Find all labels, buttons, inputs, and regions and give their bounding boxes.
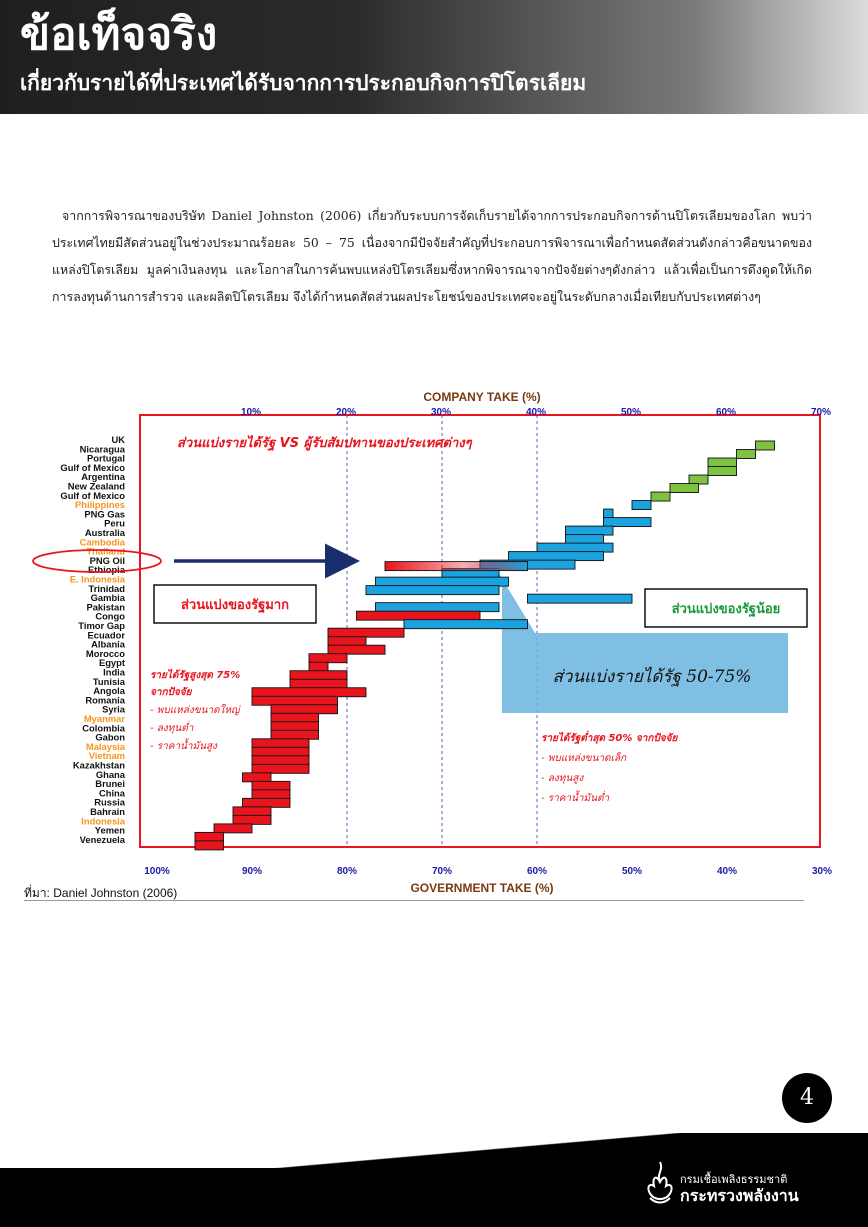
category-label: Philippines xyxy=(74,499,125,511)
category-label: Egypt xyxy=(98,657,125,669)
category-label: Congo xyxy=(95,610,125,622)
chart-frame xyxy=(140,415,820,847)
bar xyxy=(566,535,604,544)
chart-svg xyxy=(0,385,868,905)
box-less-state-label: ส่วนแบ่งของรัฐน้อย xyxy=(671,602,781,617)
bar xyxy=(689,475,708,484)
category-label: Venezuela xyxy=(79,833,125,845)
bar xyxy=(252,696,338,705)
chart-title: ส่วนแบ่งรายได้รัฐ VS ผู้รับสัมปทานของประเทศต่างๆ xyxy=(177,436,472,451)
category-label: Colombia xyxy=(82,722,125,734)
bar xyxy=(708,467,737,476)
category-label: E. Indonesia xyxy=(69,573,125,585)
source-divider xyxy=(24,900,804,901)
bar xyxy=(537,543,613,552)
category-label: Thailand xyxy=(86,545,125,557)
bar xyxy=(357,611,481,620)
bottom-tick-label: 80% xyxy=(336,866,358,877)
note-low-title: รายได้รัฐต่ำสุด 50% จากปัจจัย xyxy=(541,733,678,744)
category-label: Peru xyxy=(104,517,125,529)
bottom-tick-label: 50% xyxy=(621,866,643,877)
bar-thailand xyxy=(385,562,528,571)
bar xyxy=(271,730,319,739)
top-tick-label: 70% xyxy=(810,407,832,418)
bottom-tick-label: 100% xyxy=(144,866,170,877)
top-tick-label: 40% xyxy=(525,407,547,418)
category-label: Indonesia xyxy=(81,815,125,827)
bar xyxy=(252,781,290,790)
bar xyxy=(528,594,633,603)
top-tick-label: 20% xyxy=(335,407,357,418)
top-tick-label: 50% xyxy=(620,407,642,418)
page-subtitle: เกี่ยวกับรายได้ที่ประเทศได้รับจากการประกอบกิจการปิโตรเลียม xyxy=(20,71,587,95)
callout-shape xyxy=(492,562,788,713)
category-label: Syria xyxy=(102,703,125,715)
bar xyxy=(737,450,756,459)
bar xyxy=(309,654,347,663)
note-high xyxy=(150,668,242,752)
category-label: Kazakhstan xyxy=(72,759,125,771)
category-label: PNG Oil xyxy=(89,554,125,566)
bar xyxy=(328,628,404,637)
bar xyxy=(309,662,328,671)
category-label: Brunei xyxy=(95,778,125,790)
bar xyxy=(271,722,319,731)
bar xyxy=(233,815,271,824)
bar xyxy=(651,492,670,501)
category-label: PNG Gas xyxy=(84,508,125,520)
category-label: Ethiopia xyxy=(88,564,125,576)
bottom-tick-label: 90% xyxy=(241,866,263,877)
bar xyxy=(252,756,309,765)
bottom-tick-label: 30% xyxy=(811,866,833,877)
bar xyxy=(376,603,500,612)
category-label: Russia xyxy=(94,796,125,808)
note-low-item: - ราคาน้ำมันต่ำ xyxy=(541,793,610,804)
category-label: Albania xyxy=(91,638,125,650)
category-label: Nicaragua xyxy=(79,443,125,455)
category-label: Malaysia xyxy=(85,740,125,752)
box-more-state-label: ส่วนแบ่งของรัฐมาก xyxy=(180,598,290,613)
category-label: Myanmar xyxy=(83,713,125,724)
category-label: Gulf of Mexico xyxy=(60,489,125,501)
category-label: Yemen xyxy=(94,824,125,836)
footer-wedge xyxy=(0,1128,868,1168)
bar xyxy=(756,441,775,450)
note-high-item: - ราคาน้ำมันสูง xyxy=(150,741,217,752)
category-label: Ghana xyxy=(95,768,125,780)
category-label: Gambia xyxy=(90,592,125,604)
bar xyxy=(376,577,509,586)
body-paragraph: จากการพิจารณาของบริษัท Daniel Johnston (2006) เกี่ยวกับระบบการจัดเก็บรายได้จากการประกอบกิจการด้านปิโตรเลียมของโลก พบว่า ประเทศไทยมีสัดส่วนอยู่ในช่วงประมาณร้อยละ 50 – 75 เนื่องจากมีปัจจัยสำคัญที่ประกอบการพิจารณาเพื่อกำหนดสัดส่วนดังกล่าวคือขนาดของแหล่งปิโตรเลียม มูลค่าเงินลงทุน และโอกาสในการค้นพบแหล่งปิโตรเลียมซึ่งหากพิจารณาจากปัจจัยต่างๆดังกล่าว แล้วเพื่อเป็นการดึงดูดให้เกิดการลงทุนด้านการสำรวจ และผลิตปิโตรเลียม จึงได้กำหนดสัดส่วนผลประโยชน์ของประเทศจะอยู่ในระดับกลางเมื่อเทียบกับประเทศต่างๆ xyxy=(52,208,812,304)
bar xyxy=(252,764,309,773)
note-low xyxy=(541,730,678,804)
bar xyxy=(670,484,699,493)
category-label: Vietnam xyxy=(88,750,125,762)
bar xyxy=(243,798,291,807)
bar xyxy=(252,688,366,697)
category-label: Tunisia xyxy=(92,675,125,687)
category-label: Bahrain xyxy=(90,806,125,817)
bar xyxy=(604,509,614,518)
category-label: UK xyxy=(111,434,125,445)
category-label: Timor Gap xyxy=(78,620,125,631)
bar xyxy=(214,824,252,833)
page-header xyxy=(0,0,868,114)
note-high-item: - ลงทุนต่ำ xyxy=(150,723,194,734)
bar xyxy=(252,747,309,756)
government-take-axis-title: GOVERNMENT TAKE (%) xyxy=(410,881,554,895)
note-high-subtitle: จากปัจจัย xyxy=(150,687,192,698)
category-label: Romania xyxy=(85,694,125,706)
page-title: ข้อเท็จจริง xyxy=(20,9,218,60)
bar xyxy=(328,637,366,646)
category-label: Gabon xyxy=(95,731,125,743)
bar xyxy=(195,841,224,850)
bar xyxy=(252,739,309,748)
category-label: Portugal xyxy=(86,452,125,464)
category-label: Angola xyxy=(93,685,125,697)
note-low-item: - พบแหล่งขนาดเล็ก xyxy=(541,753,627,764)
bar xyxy=(328,645,385,654)
category-label: Pakistan xyxy=(86,601,125,613)
category-label: Trinidad xyxy=(88,582,125,594)
note-high-item: - พบแหล่งขนาดใหญ่ xyxy=(150,705,240,716)
bar xyxy=(509,552,604,561)
category-label: Ecuador xyxy=(87,629,125,641)
category-label: Australia xyxy=(84,527,125,538)
category-label: Cambodia xyxy=(79,536,125,548)
top-tick-label: 30% xyxy=(430,407,452,418)
note-low-item: - ลงทุนสูง xyxy=(541,773,584,784)
footer-ministry: กระทรวงพลังงาน xyxy=(680,1186,799,1205)
category-label: New Zealand xyxy=(67,480,125,492)
top-tick-label: 10% xyxy=(240,407,262,418)
company-take-axis-title: COMPANY TAKE (%) xyxy=(423,390,541,404)
government-take-chart xyxy=(0,385,868,905)
bar xyxy=(252,790,290,799)
category-label: Argentina xyxy=(81,471,125,483)
bottom-tick-label: 60% xyxy=(526,866,548,877)
bar xyxy=(566,526,614,535)
bar xyxy=(243,773,272,782)
bottom-tick-label: 40% xyxy=(716,866,738,877)
page-number: 4 xyxy=(782,1073,832,1123)
bar xyxy=(632,501,651,510)
bar xyxy=(404,620,528,629)
bar xyxy=(290,679,347,688)
category-label: India xyxy=(103,666,125,678)
bottom-tick-label: 70% xyxy=(431,866,453,877)
footer-department: กรมเชื้อเพลิงธรรมชาติ xyxy=(680,1173,788,1186)
note-high-title: รายได้รัฐสูงสุด 75% xyxy=(150,670,241,681)
bar xyxy=(708,458,737,467)
ministry-logo-icon xyxy=(644,1160,676,1204)
bar xyxy=(195,832,224,841)
bar xyxy=(233,807,271,816)
bar xyxy=(290,671,347,680)
bar xyxy=(366,586,499,595)
bar xyxy=(604,518,652,527)
bar xyxy=(271,713,319,722)
callout-text: ส่วนแบ่งรายได้รัฐ 50-75% xyxy=(552,667,752,687)
top-tick-label: 60% xyxy=(715,407,737,418)
category-label: China xyxy=(98,787,125,799)
source-citation: ที่มา: Daniel Johnston (2006) xyxy=(24,886,178,900)
category-label: Morocco xyxy=(85,647,125,659)
category-label: Gulf of Mexico xyxy=(60,461,125,473)
bar xyxy=(271,705,338,714)
